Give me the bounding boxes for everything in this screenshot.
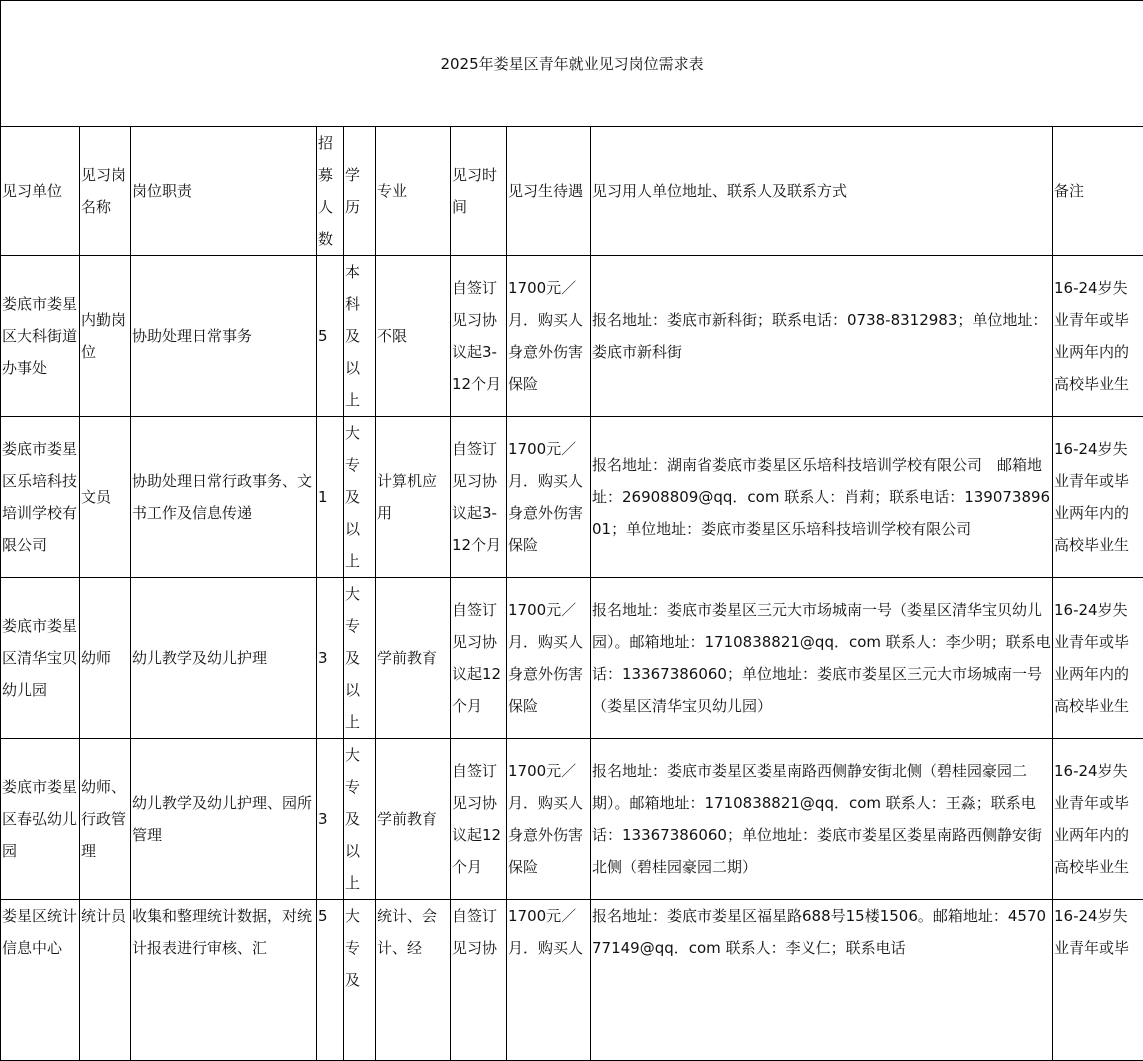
cell-count: 5 (317, 256, 344, 417)
cell-duties: 收集和整理统计数据，对统计报表进行审核、汇 (131, 900, 317, 1061)
cell-remark: 16-24岁失业青年或毕业两年内的高校毕业生 (1053, 578, 1143, 739)
cell-count: 5 (317, 900, 344, 1061)
title-row (1, 1, 1143, 127)
cell-duration: 自签订见习协 (451, 900, 507, 1061)
cell-treatment: 1700元／月．购买人身意外伤害保险 (507, 578, 591, 739)
cell-duration: 自签订见习协议起3-12个月 (451, 417, 507, 578)
cell-duration: 自签订见习协议起3-12个月 (451, 256, 507, 417)
cell-treatment: 1700元／月．购买人 (507, 900, 591, 1061)
header-position: 见习岗名称 (80, 127, 131, 256)
cell-major: 不限 (376, 256, 451, 417)
cell-contact: 报名地址：湖南省娄底市娄星区乐培科技培训学校有限公司 邮箱地址：26908809@qq．com 联系人：肖莉；联系电话：13907389601；单位地址：娄底市娄星区乐培科技培训学校有限公司 (591, 417, 1053, 578)
cell-position: 幼师 (80, 578, 131, 739)
cell-major: 学前教育 (376, 578, 451, 739)
cell-duration: 自签订见习协议起12个月 (451, 578, 507, 739)
cell-remark: 16-24岁失业青年或毕业两年内的高校毕业生 (1053, 256, 1143, 417)
cell-treatment: 1700元／月．购买人身意外伤害保险 (507, 739, 591, 900)
cell-major: 计算机应用 (376, 417, 451, 578)
cell-education: 大专及以上 (344, 417, 376, 578)
cell-contact: 报名地址：娄底市娄星区三元大市场城南一号（娄星区清华宝贝幼儿园）。邮箱地址：1710838821@qq．com 联系人：李少明；联系电话：13367386060；单位地址：娄底市娄星区三元大市场城南一号（娄星区清华宝贝幼儿园） (591, 578, 1053, 739)
header-duties: 岗位职责 (131, 127, 317, 256)
cell-education: 大专及以上 (344, 739, 376, 900)
cell-unit: 娄底市娄星区大科街道办事处 (1, 256, 80, 417)
cell-duties: 协助处理日常行政事务、文书工作及信息传递 (131, 417, 317, 578)
cell-count: 1 (317, 417, 344, 578)
table-row (1, 578, 1143, 739)
cell-count: 3 (317, 578, 344, 739)
header-remark: 备注 (1053, 127, 1143, 256)
cell-position: 幼师、行政管理 (80, 739, 131, 900)
cell-treatment: 1700元／月．购买人身意外伤害保险 (507, 256, 591, 417)
cell-education: 本科及以上 (344, 256, 376, 417)
header-row (1, 127, 1143, 256)
cell-duties: 协助处理日常事务 (131, 256, 317, 417)
table-row (1, 256, 1143, 417)
cell-unit: 娄底市娄星区春弘幼儿园 (1, 739, 80, 900)
header-education: 学历 (344, 127, 376, 256)
cell-unit: 娄底市娄星区清华宝贝幼儿园 (1, 578, 80, 739)
cell-contact: 报名地址：娄底市娄星区福星路688号15楼1506。邮箱地址：457077149@qq．com 联系人：李义仁；联系电话 (591, 900, 1053, 1061)
cell-contact: 报名地址：娄底市新科街；联系电话：0738-8312983；单位地址：娄底市新科街 (591, 256, 1053, 417)
cell-position: 文员 (80, 417, 131, 578)
table-row (1, 900, 1143, 1061)
header-major: 专业 (376, 127, 451, 256)
cell-position: 内勤岗位 (80, 256, 131, 417)
header-unit: 见习单位 (1, 127, 80, 256)
cell-remark: 16-24岁失业青年或毕 (1053, 900, 1143, 1061)
cell-education: 大专及以上 (344, 578, 376, 739)
cell-duties: 幼儿教学及幼儿护理、园所管理 (131, 739, 317, 900)
cell-contact: 报名地址：娄底市娄星区娄星南路西侧静安街北侧（碧桂园豪园二期）。邮箱地址：1710838821@qq．com 联系人：王淼；联系电话：13367386060；单位地址：娄底市娄星区娄星南路西侧静安街北侧（碧桂园豪园二期） (591, 739, 1053, 900)
table-title: 2025年娄星区青年就业见习岗位需求表 (1, 1, 1143, 127)
header-treatment: 见习生待遇 (507, 127, 591, 256)
cell-treatment: 1700元／月．购买人身意外伤害保险 (507, 417, 591, 578)
cell-major: 统计、会计、经 (376, 900, 451, 1061)
header-contact: 见习用人单位地址、联系人及联系方式 (591, 127, 1053, 256)
table-row (1, 417, 1143, 578)
cell-education: 大专及 (344, 900, 376, 1061)
cell-position: 统计员 (80, 900, 131, 1061)
cell-remark: 16-24岁失业青年或毕业两年内的高校毕业生 (1053, 739, 1143, 900)
cell-count: 3 (317, 739, 344, 900)
table-row (1, 739, 1143, 900)
cell-unit: 娄星区统计信息中心 (1, 900, 80, 1061)
cell-duties: 幼儿教学及幼儿护理 (131, 578, 317, 739)
cell-remark: 16-24岁失业青年或毕业两年内的高校毕业生 (1053, 417, 1143, 578)
header-count: 招募人数 (317, 127, 344, 256)
cell-major: 学前教育 (376, 739, 451, 900)
cell-unit: 娄底市娄星区乐培科技培训学校有限公司 (1, 417, 80, 578)
cell-duration: 自签订见习协议起12个月 (451, 739, 507, 900)
header-duration: 见习时间 (451, 127, 507, 256)
